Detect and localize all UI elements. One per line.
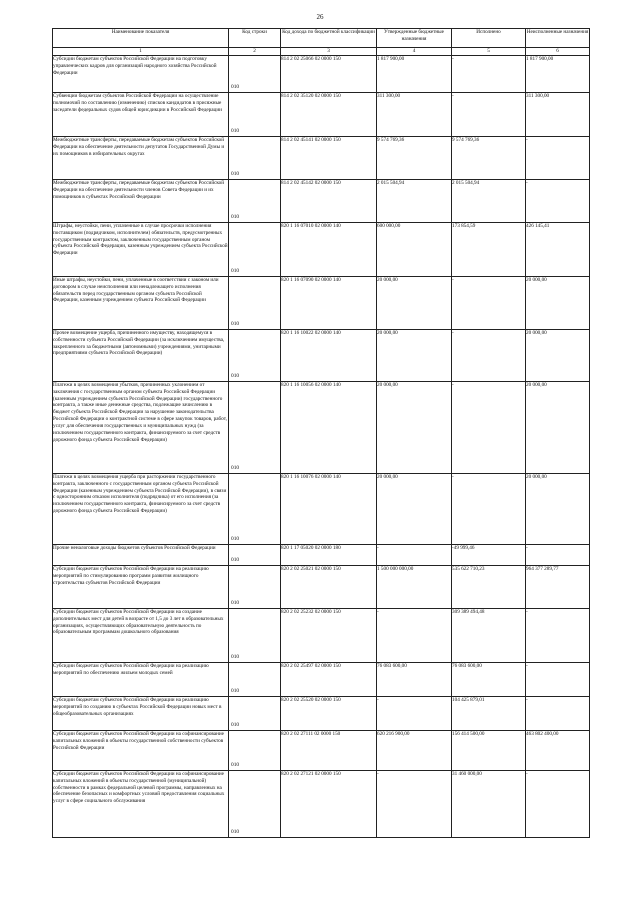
row-line-code — [229, 565, 281, 608]
table-row — [53, 608, 590, 662]
row-name: Прочее возмещение ущерба, причиненного имуществу, находящемуся в собственности субъекта Российской Федерации (за исключением имущества, закрепленного за бюджетными (автономными) учреждениями, унитарными предприятиями субъекта Российской Федерации) — [53, 329, 229, 381]
row-line-code-value: 010 — [231, 83, 240, 90]
row-classification: 820 2 02 27121 02 0000 150 — [281, 770, 377, 837]
row-classification: 814 2 02 45141 02 0000 150 — [281, 136, 377, 179]
row-name: Штрафы, неустойки, пени, уплаченные в случае просрочки исполнения поставщиком (подрядчиком, исполнителем) обязательств, предусмотренных государственным контрактом, заключенным государственным органом субъекта Российской Федерации, казенным учреждением субъекта Российской Федерации — [53, 222, 229, 276]
row-unexecuted: - — [526, 179, 590, 222]
row-classification: 814 2 02 45142 02 0000 150 — [281, 179, 377, 222]
table-row — [53, 329, 590, 381]
row-classification: 820 2 02 25232 02 0000 150 — [281, 608, 377, 662]
row-line-code-value: 010 — [231, 127, 240, 134]
row-executed: - — [452, 276, 526, 329]
table-row — [53, 770, 590, 837]
row-line-code — [229, 329, 281, 381]
row-line-code-value: 010 — [231, 761, 240, 768]
row-name: Субсидии бюджетам субъектов Российской Федерации на подготовку управленческих кадров для организаций народного хозяйства Российской Федерации — [53, 55, 229, 92]
row-unexecuted: - — [526, 544, 590, 565]
column-number: 3 — [281, 48, 377, 56]
row-name: Межбюджетные трансферты, передаваемые бюджетам субъектов Российской Федерации на обеспечение деятельности депутатов Государственной Думы и их помощников в избирательных округах — [53, 136, 229, 179]
row-classification: 820 2 02 25520 02 0000 150 — [281, 696, 377, 730]
row-line-code — [229, 770, 281, 837]
row-name: Субсидии бюджетам субъектов Российской Федерации на создание дополнительных мест для детей в возрасте от 1,5 до 3 лет в образовательных организациях, осуществляющих образовательную деятельность по образовательным программам дошкольного образования — [53, 608, 229, 662]
row-name: Субсидии бюджетам субъектов Российской Федерации на реализацию мероприятий по обеспечению жильем молодых семей — [53, 662, 229, 696]
row-approved: 20 000,00 — [377, 473, 452, 544]
row-approved: 620 216 900,00 — [377, 730, 452, 770]
row-line-code — [229, 55, 281, 92]
row-executed: 9 574 769,36 — [452, 136, 526, 179]
row-approved: - — [377, 608, 452, 662]
row-line-code-value: 010 — [231, 170, 240, 177]
row-line-code-value: 010 — [231, 464, 240, 471]
row-unexecuted: 426 145,41 — [526, 222, 590, 276]
row-line-code — [229, 179, 281, 222]
col-header-approved: Утвержденные бюджетные назначения — [377, 29, 452, 48]
row-classification: 814 2 02 35120 02 0000 150 — [281, 92, 377, 136]
row-approved: - — [377, 696, 452, 730]
row-executed: 31 460 000,00 — [452, 770, 526, 837]
row-unexecuted: 964 377 289,77 — [526, 565, 590, 608]
row-executed: 104 425 879,01 — [452, 696, 526, 730]
row-line-code — [229, 608, 281, 662]
row-line-code — [229, 136, 281, 179]
row-approved: 20 000,00 — [377, 381, 452, 473]
row-executed: -49 999,46 — [452, 544, 526, 565]
row-name: Субсидии бюджетам субъектов Российской Федерации на софинансирование капитальных вложений в объекты государственной (муниципальной) собственности в рамках федеральной целевой программы, направленных на обеспечение безопасных и комфортных условий предоставления социальных услуг в сфере социального обслуживания — [53, 770, 229, 837]
row-executed: - — [452, 381, 526, 473]
row-name: Межбюджетные трансферты, передаваемые бюджетам субъектов Российской Федерации на обеспечение деятельности членов Совета Федерации и их помощников в субъектах Российской Федерации — [53, 179, 229, 222]
row-executed: 309 389 494,48 — [452, 608, 526, 662]
row-name: Платежи в целях возмещения ущерба при расторжении государственного контракта, заключенного с государственным органом субъекта Российской Федерации (казенным учреждением субъекта Российской Федерации), в связи с односторонним отказом исполнителя (подрядчика) от его исполнения (за исключением государственного контракта, финансируемого за счет средств дорожного фонда субъекта Российской Федерации) — [53, 473, 229, 544]
col-header-executed: Исполнено — [452, 29, 526, 48]
row-approved: 9 574 769,36 — [377, 136, 452, 179]
row-unexecuted: - — [526, 770, 590, 837]
row-executed: - — [452, 329, 526, 381]
row-approved: 1 817 900,00 — [377, 55, 452, 92]
col-header-classification: Код дохода по бюджетной классификации — [281, 29, 377, 48]
row-classification: 820 1 16 10022 02 0000 140 — [281, 329, 377, 381]
row-line-code — [229, 696, 281, 730]
column-number: 1 — [53, 48, 229, 56]
table-row — [53, 276, 590, 329]
row-unexecuted: 311 300,00 — [526, 92, 590, 136]
column-number: 2 — [229, 48, 281, 56]
row-executed: 76 083 600,00 — [452, 662, 526, 696]
row-name: Прочие неналоговые доходы бюджетов субъектов Российской Федерации — [53, 544, 229, 565]
row-executed: 173 854,59 — [452, 222, 526, 276]
row-unexecuted: - — [526, 662, 590, 696]
row-approved: 2 015 504,94 — [377, 179, 452, 222]
row-line-code-value: 010 — [231, 828, 240, 835]
table-row — [53, 473, 590, 544]
column-number: 4 — [377, 48, 452, 56]
row-line-code-value: 010 — [231, 320, 240, 327]
row-line-code — [229, 473, 281, 544]
row-line-code-value: 010 — [231, 653, 240, 660]
table-row — [53, 136, 590, 179]
table-row — [53, 55, 590, 92]
row-name: Субвенции бюджетам субъектов Российской Федерации на осуществление полномочий по составлению (изменению) списков кандидатов в присяжные заседатели федеральных судов общей юрисдикции в Российской Федерации — [53, 92, 229, 136]
row-approved: 20 000,00 — [377, 329, 452, 381]
row-unexecuted: 20 000,00 — [526, 381, 590, 473]
table-row — [53, 381, 590, 473]
table-row — [53, 92, 590, 136]
row-classification: 820 1 16 07090 02 0000 140 — [281, 276, 377, 329]
col-header-name: Наименование показателя — [53, 29, 229, 48]
row-executed: - — [452, 92, 526, 136]
row-unexecuted: - — [526, 608, 590, 662]
row-approved: 1 500 000 000,00 — [377, 565, 452, 608]
row-executed: 2 015 504,94 — [452, 179, 526, 222]
table-row — [53, 696, 590, 730]
row-unexecuted: 20 000,00 — [526, 276, 590, 329]
row-approved: - — [377, 544, 452, 565]
column-number-row — [53, 48, 590, 56]
row-approved: 311 300,00 — [377, 92, 452, 136]
table-header — [53, 29, 590, 48]
row-classification: 820 1 16 07010 02 0000 140 — [281, 222, 377, 276]
row-line-code — [229, 92, 281, 136]
table-row — [53, 662, 590, 696]
column-number: 6 — [526, 48, 590, 56]
row-line-code — [229, 730, 281, 770]
row-line-code-value: 010 — [231, 556, 240, 563]
row-line-code-value: 010 — [231, 535, 240, 542]
row-line-code — [229, 222, 281, 276]
table-row — [53, 544, 590, 565]
row-executed: - — [452, 473, 526, 544]
row-line-code-value: 010 — [231, 599, 240, 606]
row-classification: 820 1 16 10076 02 0000 140 — [281, 473, 377, 544]
row-executed: 156 414 500,00 — [452, 730, 526, 770]
row-name: Иные штрафы, неустойки, пени, уплаченные в соответствии с законом или договором в случае неисполнения или ненадлежащего исполнения обязательств перед государственным органом субъекта Российской Федерации, казенным учреждением субъекта Российской Федерации — [53, 276, 229, 329]
table-row — [53, 222, 590, 276]
table-row — [53, 565, 590, 608]
row-executed: - — [452, 55, 526, 92]
row-classification: 820 1 17 05020 02 0000 180 — [281, 544, 377, 565]
row-unexecuted: - — [526, 696, 590, 730]
row-line-code — [229, 381, 281, 473]
table-row — [53, 730, 590, 770]
row-line-code — [229, 544, 281, 565]
table-row — [53, 179, 590, 222]
revenue-table — [52, 28, 590, 838]
row-executed: 535 622 710,23 — [452, 565, 526, 608]
row-classification: 814 2 02 25066 02 0000 150 — [281, 55, 377, 92]
row-line-code-value: 010 — [231, 687, 240, 694]
col-header-line-code: Код строки — [229, 29, 281, 48]
row-approved: 20 000,00 — [377, 276, 452, 329]
page-number: 26 — [316, 13, 324, 21]
row-line-code — [229, 276, 281, 329]
row-name: Платежи в целях возмещения убытков, причиненных уклонением от заключения с государственным органом субъекта Российской Федерации (казенным учреждением субъекта Российской Федерации) государственного контракта, а также иные денежные средства, подлежащие зачислению в бюджет субъекта Российской Федерации за нарушение законодательства Российской Федерации о контрактной системе в сфере закупок товаров, работ, услуг для обеспечения государственных и муниципальных нужд (за исключением государственного контракта, финансируемого за счет средств дорожного фонда субъекта Российской Федерации) — [53, 381, 229, 473]
row-classification: 820 2 02 27111 02 0000 150 — [281, 730, 377, 770]
row-approved: - — [377, 770, 452, 837]
column-number: 5 — [452, 48, 526, 56]
col-header-unexecuted: Неисполненные назначения — [526, 29, 590, 48]
row-name: Субсидии бюджетам субъектов Российской Федерации на реализацию мероприятий по стимулированию программ развития жилищного строительства субъектов Российской Федерации — [53, 565, 229, 608]
row-unexecuted: 1 817 900,00 — [526, 55, 590, 92]
row-line-code-value: 010 — [231, 267, 240, 274]
row-line-code-value: 010 — [231, 372, 240, 379]
row-unexecuted: 20 000,00 — [526, 473, 590, 544]
row-line-code-value: 010 — [231, 213, 240, 220]
row-line-code-value: 010 — [231, 721, 240, 728]
row-unexecuted: - — [526, 136, 590, 179]
row-classification: 820 1 16 10056 02 0000 140 — [281, 381, 377, 473]
row-classification: 820 2 02 25497 02 0000 150 — [281, 662, 377, 696]
row-approved: 76 083 600,00 — [377, 662, 452, 696]
row-unexecuted: 20 000,00 — [526, 329, 590, 381]
row-name: Субсидии бюджетам субъектов Российской Федерации на реализацию мероприятий по созданию в субъектах Российской Федерации новых мест в общеобразовательных организациях — [53, 696, 229, 730]
row-classification: 820 2 02 25021 02 0000 150 — [281, 565, 377, 608]
row-approved: 600 000,00 — [377, 222, 452, 276]
row-line-code — [229, 662, 281, 696]
row-unexecuted: 463 802 400,00 — [526, 730, 590, 770]
row-name: Субсидии бюджетам субъектов Российской Федерации на софинансирование капитальных вложений в объекты государственной собственности субъектов Российской Федерации — [53, 730, 229, 770]
